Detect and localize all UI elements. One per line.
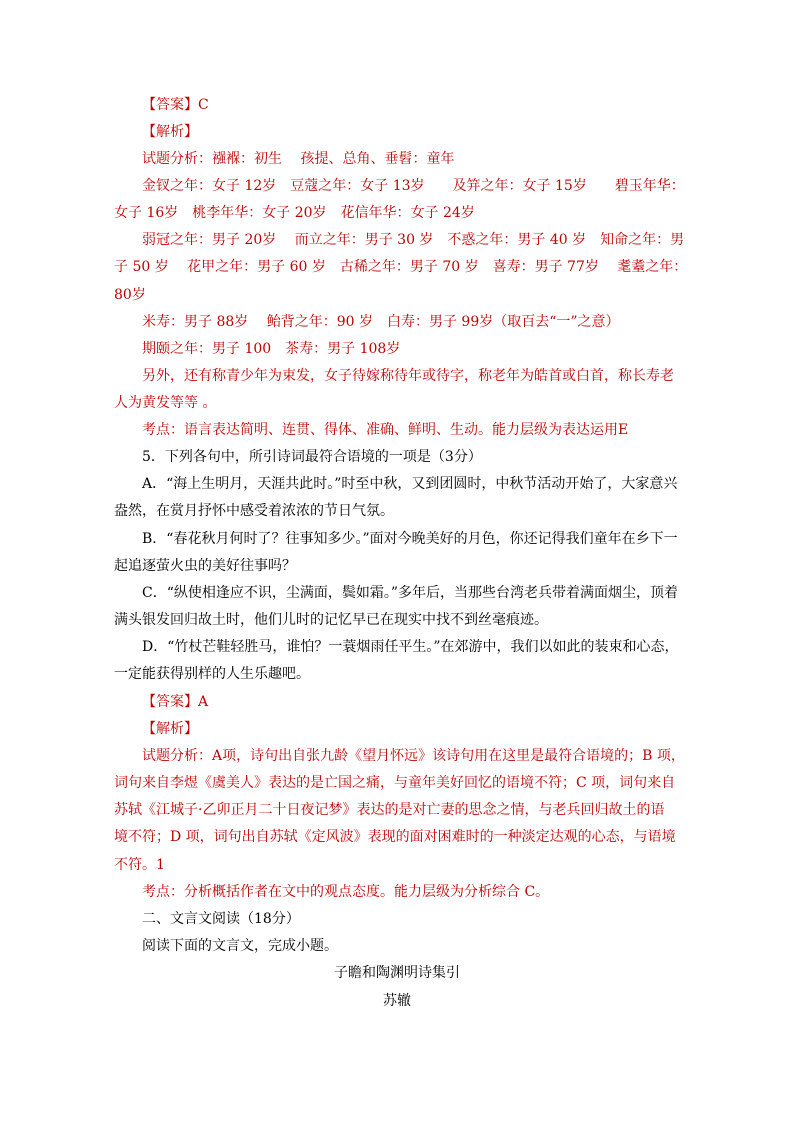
option-line: A．“海上生明月，天涯共此时。”时至中秋，又到团圆时，中秋节活动开始了，大家意兴 [142,476,678,492]
answer-line-2 [142,692,208,712]
answer-value: C [198,97,209,113]
analysis-line: 金钗之年：女子 12岁 豆蔻之年：女子 13岁 及笄之年：女子 15岁 碧玉年华： [142,178,685,194]
analysis-line: 不符。1 [114,857,165,873]
option-line: 一定能获得别样的人生乐趣吧。 [114,666,310,682]
analysis-line: 人为黄发等等 。 [114,395,217,411]
analysis-line: 另外，还有称青少年为束发，女子待嫁称待年或待字，称老年为皓首或白首，称长寿老 [142,368,674,384]
option-line: D．“竹杖芒鞋轻胜马，谁怕？一蓑烟雨任平生。”在郊游中，我们以如此的装束和心态， [142,639,679,655]
key-point-line: 考点：分析概括作者在文中的观点态度。能力层级为分析综合 C。 [142,884,550,900]
option-line: B．“春花秋月何时了？往事知多少。”面对今晚美好的月色，你还记得我们童年在乡下一 [142,531,678,547]
analysis-tag-2: 【解析】 [142,721,198,737]
analysis-line: 子 50 岁 花甲之年：男子 60 岁 古稀之年：男子 70 岁 喜寿：男子 77岁 耄耋之年： [114,259,688,275]
analysis-line: 女子 16岁 桃李年华：女子 20岁 花信年华：女子 24岁 [114,205,475,221]
analysis-line: 试题分析：襁褓：初生 孩提、总角、垂髫：童年 [142,151,455,167]
answer-line-1 [142,95,209,115]
answer-tag: 【答案】 [142,694,198,710]
option-line: 盎然，在赏月抒怀中感受着浓浓的节日气氛。 [114,503,394,519]
option-line: C．“纵使相逢应不识，尘满面，鬓如霜。”多年后，当那些台湾老兵带着满面烟尘，顶着 [142,585,679,601]
option-line: 满头银发回归故土时，他们儿时的记忆早已在现实中找不到丝毫痕迹。 [114,612,548,628]
analysis-line: 词句来自李煜《虞美人》表达的是亡国之痛，与童年美好回忆的语境不符；C 项，词句来自 [114,775,676,791]
analysis-line: 境不符；D 项，词句出自苏轼《定风波》表现的面对困难时的一种淡定达观的心态，与语境 [114,829,676,845]
option-line: 起追逐萤火虫的美好往事吗？ [114,558,296,574]
analysis-line: 试题分析：A项，诗句出自张九龄《望月怀远》该诗句用在这里是最符合语境的；B 项， [142,748,685,764]
answer-value: A [198,694,209,710]
analysis-line: 80岁 [114,287,146,303]
analysis-line: 弱冠之年：男子 20岁 而立之年：男子 30 岁 不惑之年：男子 40 岁 知命之年：男 [142,232,685,248]
section-heading: 二、文言文阅读（18分） [142,911,300,927]
article-title: 子瞻和陶渊明诗集引 [334,965,460,981]
analysis-line: 苏轼《江城子·乙卯正月二十日夜记梦》表达的是对亡妻的思念之情，与老兵回归故土的语 [114,802,665,818]
section-instruction: 阅读下面的文言文，完成小题。 [142,938,338,954]
answer-tag: 【答案】 [142,97,198,113]
analysis-line: 期颐之年：男子 100 茶寿：男子 108岁 [142,341,401,357]
analysis-tag-1: 【解析】 [142,124,198,140]
key-point-line: 考点：语言表达简明、连贯、得体、准确、鲜明、生动。能力层级为表达运用E [142,422,629,438]
article-author: 苏辙 [383,993,411,1009]
analysis-line: 米寿：男子 88岁 鲐背之年：90 岁 白寿：男子 99岁（取百去“一”之意） [142,314,620,330]
question-stem: 5．下列各句中，所引诗词最符合语境的一项是（3分） [142,449,482,465]
